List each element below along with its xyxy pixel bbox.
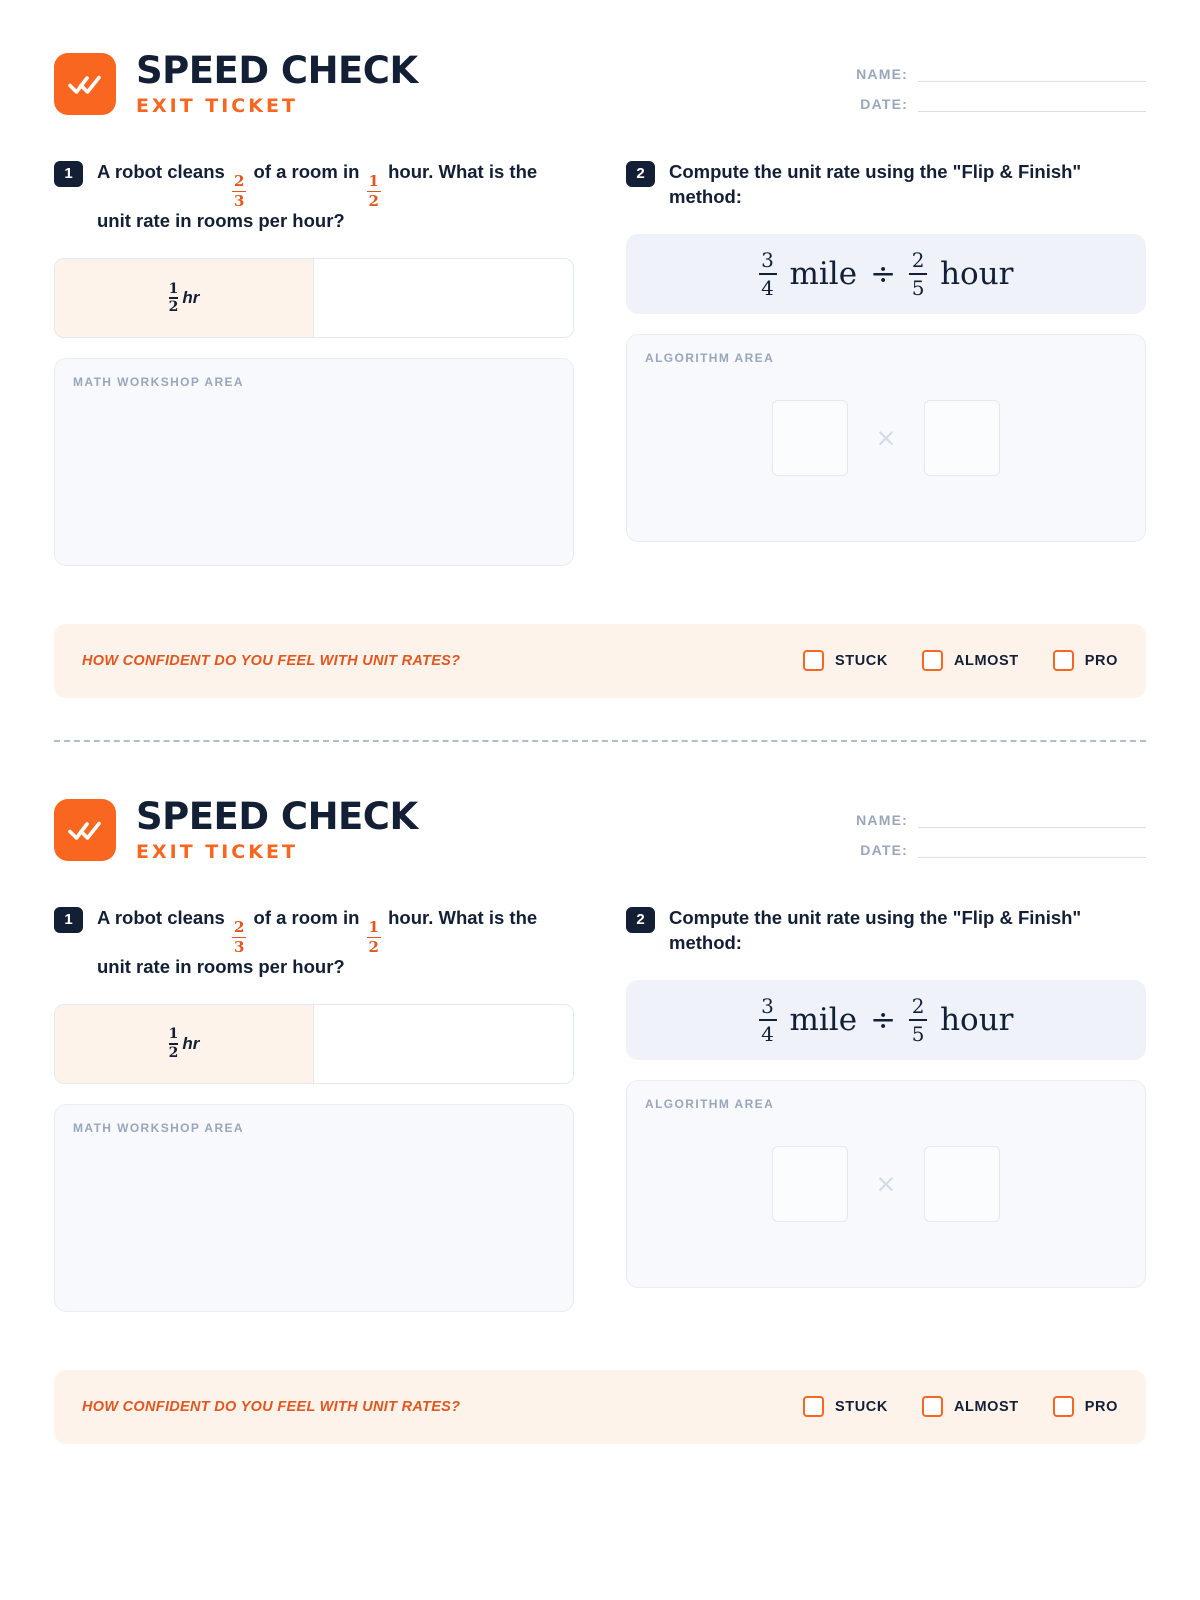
question-2-number: 2: [626, 161, 655, 187]
expression-fraction-1: $\frac{3}{4}$: [759, 996, 777, 1044]
brand-text: [136, 49, 418, 117]
confidence-bar: [54, 624, 1146, 698]
name-input-line[interactable]: [918, 814, 1146, 828]
algorithm-boxes: [627, 1146, 1145, 1222]
math-workshop-label: MATH WORKSHOP AREA: [73, 374, 244, 389]
confidence-option-label: PRO: [1084, 652, 1118, 669]
expression-fraction-2: $\frac{2}{5}$: [909, 996, 927, 1044]
confidence-option-label: ALMOST: [953, 652, 1019, 669]
question-2: [626, 160, 1146, 566]
checkbox-icon[interactable]: [1053, 650, 1074, 671]
expression-unit-1: mile: [789, 1001, 858, 1038]
question-1-heading: [54, 160, 574, 234]
questions-grid: [54, 160, 1146, 566]
name-row: [846, 66, 1146, 82]
given-unit: hr: [182, 287, 200, 307]
expression: [759, 247, 1014, 300]
algorithm-box-2[interactable]: [924, 1146, 1000, 1222]
multiply-icon: ×: [875, 423, 897, 453]
given-value: [169, 1027, 200, 1060]
answer-input-cell[interactable]: [314, 259, 573, 337]
ticket-header: [54, 786, 1146, 872]
q1-text-b: of a room in: [253, 906, 360, 928]
given-fraction: $\frac{1}{2}$: [168, 280, 179, 316]
confidence-option-label: STUCK: [834, 652, 888, 669]
expression-fraction-1: $\frac{3}{4}$: [759, 250, 777, 298]
checkbox-icon[interactable]: [803, 1396, 824, 1417]
given-value-row: [54, 1004, 574, 1084]
q1-fraction-2: $\frac{1}{2}$: [368, 172, 379, 210]
confidence-option-pro[interactable]: [1053, 1396, 1118, 1417]
brand-title: SPEED CHECK: [136, 794, 418, 838]
brand: [54, 794, 418, 863]
expression-operator: ÷: [870, 1001, 897, 1038]
given-fraction: $\frac{1}{2}$: [168, 1026, 179, 1062]
confidence-option-pro[interactable]: [1053, 650, 1118, 671]
q1-text-c: hour. What is the unit rate in rooms per hour?: [97, 906, 538, 977]
confidence-option-almost[interactable]: [922, 650, 1019, 671]
algorithm-box-2[interactable]: [924, 400, 1000, 476]
question-1-number: 1: [54, 907, 83, 933]
student-meta: [846, 812, 1146, 872]
q1-text-b: of a room in: [253, 161, 360, 182]
q1-fraction-1: $\frac{2}{3}$: [233, 172, 245, 210]
brand-subtitle: EXIT TICKET: [136, 95, 298, 117]
expression-unit-2: hour: [940, 255, 1014, 292]
checkbox-icon[interactable]: [922, 1396, 943, 1417]
date-row: [846, 842, 1146, 858]
confidence-options: [803, 650, 1118, 671]
math-workshop-label: MATH WORKSHOP AREA: [73, 1120, 244, 1135]
name-label: NAME:: [856, 811, 908, 828]
checkbox-icon[interactable]: [922, 650, 943, 671]
name-row: [846, 812, 1146, 828]
question-2-text: Compute the unit rate using the "Flip & Finish" method:: [669, 906, 1082, 953]
q1-text-a: A robot cleans: [97, 906, 225, 928]
ticket-header: [54, 40, 1146, 126]
student-meta: [846, 66, 1146, 126]
confidence-bar: [54, 1370, 1146, 1444]
confidence-question: HOW CONFIDENT DO YOU FEEL WITH UNIT RATES?: [82, 1398, 461, 1415]
confidence-question: HOW CONFIDENT DO YOU FEEL WITH UNIT RATES?: [82, 652, 461, 669]
date-input-line[interactable]: [918, 98, 1146, 112]
confidence-option-stuck[interactable]: [803, 1396, 888, 1417]
q1-text-c: hour. What is the unit rate in rooms per hour?: [97, 161, 538, 231]
brand-text: [136, 794, 418, 863]
algorithm-area[interactable]: [626, 1080, 1146, 1288]
exit-ticket-2: [0, 742, 1200, 1444]
question-2: [626, 906, 1146, 1312]
algorithm-area[interactable]: [626, 334, 1146, 542]
questions-grid: [54, 906, 1146, 1312]
math-workshop-area[interactable]: [54, 1104, 574, 1312]
brand-title: SPEED CHECK: [136, 49, 418, 92]
given-value-cell: [55, 1005, 314, 1083]
confidence-option-label: STUCK: [834, 1398, 888, 1415]
double-check-icon: [54, 799, 116, 861]
given-value-cell: [55, 259, 314, 337]
name-label: NAME:: [856, 66, 908, 82]
checkbox-icon[interactable]: [803, 650, 824, 671]
question-1: [54, 906, 574, 1312]
confidence-option-stuck[interactable]: [803, 650, 888, 671]
date-row: [846, 96, 1146, 112]
given-value-row: [54, 258, 574, 338]
math-workshop-area[interactable]: [54, 358, 574, 566]
question-2-heading: [626, 160, 1146, 210]
question-2-heading: [626, 906, 1146, 956]
confidence-option-label: ALMOST: [953, 1398, 1019, 1415]
q1-fraction-2: $\frac{1}{2}$: [368, 918, 379, 956]
double-check-icon: [54, 53, 116, 115]
algorithm-area-label: ALGORITHM AREA: [645, 1096, 775, 1111]
brand-subtitle: EXIT TICKET: [136, 840, 298, 863]
expression-card: [626, 234, 1146, 314]
given-value: [169, 282, 200, 315]
expression-unit-1: mile: [789, 255, 858, 292]
question-1-text: [97, 160, 574, 234]
date-label: DATE:: [860, 96, 908, 112]
question-2-number: 2: [626, 907, 655, 933]
question-1-text: [97, 906, 574, 980]
checkbox-icon[interactable]: [1053, 1396, 1074, 1417]
q1-text-a: A robot cleans: [97, 161, 225, 182]
answer-input-cell[interactable]: [314, 1005, 573, 1083]
confidence-options: [803, 1396, 1118, 1417]
multiply-icon: ×: [875, 1169, 897, 1199]
algorithm-box-1[interactable]: [772, 1146, 848, 1222]
expression-operator: ÷: [870, 255, 897, 292]
given-unit: hr: [182, 1033, 200, 1053]
q1-fraction-1: $\frac{2}{3}$: [233, 918, 245, 956]
expression-card: [626, 980, 1146, 1060]
name-input-line[interactable]: [918, 68, 1146, 82]
question-1: [54, 160, 574, 566]
question-1-heading: [54, 906, 574, 980]
expression: [759, 993, 1014, 1046]
question-1-number: 1: [54, 161, 83, 187]
exit-ticket-1: [0, 0, 1200, 742]
confidence-option-label: PRO: [1084, 1398, 1118, 1415]
confidence-option-almost[interactable]: [922, 1396, 1019, 1417]
expression-fraction-2: $\frac{2}{5}$: [909, 250, 927, 298]
date-label: DATE:: [860, 841, 908, 858]
algorithm-boxes: [627, 400, 1145, 476]
expression-unit-2: hour: [940, 1001, 1014, 1038]
algorithm-area-label: ALGORITHM AREA: [645, 350, 775, 365]
brand: [54, 49, 418, 117]
date-input-line[interactable]: [918, 844, 1146, 858]
question-2-text: Compute the unit rate using the "Flip & Finish" method:: [669, 161, 1082, 207]
algorithm-box-1[interactable]: [772, 400, 848, 476]
